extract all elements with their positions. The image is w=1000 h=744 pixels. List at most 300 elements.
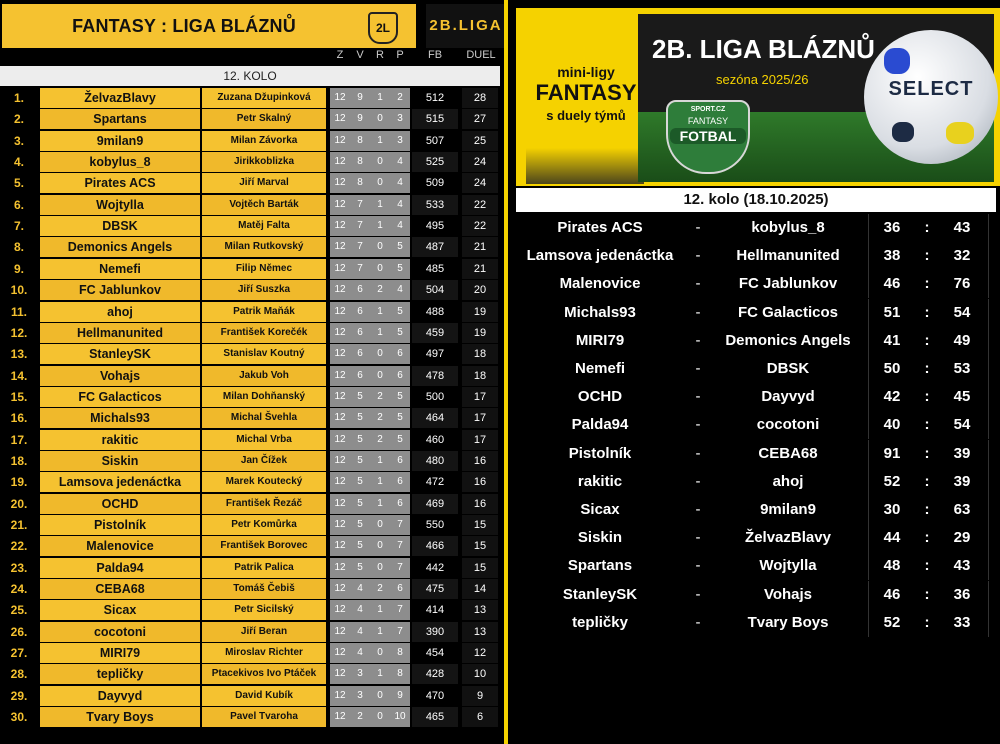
ball-panel [892, 122, 914, 142]
stat-p: 6 [397, 497, 403, 509]
rank-cell: 17. [0, 430, 38, 451]
away-team: Demonics Angels [725, 331, 851, 349]
home-score: 91 [883, 444, 901, 462]
stat-r: 0 [377, 241, 383, 253]
home-team: Michals93 [564, 303, 636, 321]
away-score: 43 [953, 557, 971, 575]
stat-z: 12 [334, 689, 346, 701]
duel-points-cell: 12 [462, 643, 498, 663]
rank-cell: 30. [0, 707, 38, 728]
stats-cell [330, 643, 410, 663]
stats-cell [330, 707, 410, 727]
stats-cell [330, 237, 410, 257]
home-score: 40 [883, 416, 901, 434]
stat-r: 0 [377, 540, 383, 552]
table-row [0, 472, 500, 493]
stat-z: 12 [334, 668, 346, 680]
away-team: cocotoni [756, 416, 820, 434]
fantasy-points-cell: 454 [412, 643, 458, 663]
stat-p: 6 [397, 348, 403, 360]
stat-v: 2 [357, 711, 363, 723]
stat-z: 12 [334, 348, 346, 360]
duel-points-cell: 16 [462, 494, 498, 514]
stat-v: 7 [357, 220, 363, 232]
stat-z: 12 [334, 113, 346, 125]
fantasy-points-cell: 470 [412, 686, 458, 706]
rank-cell: 14. [0, 366, 38, 387]
team-name-cell: kobylus_8 [40, 152, 200, 172]
home-team: Lamsova jedenáctka [526, 247, 674, 265]
stats-cell [330, 600, 410, 620]
team-name-cell: Lamsova jedenáctka [40, 472, 200, 492]
matches-panel [504, 0, 1000, 744]
stat-p: 5 [397, 241, 403, 253]
stats-cell [330, 494, 410, 514]
owner-name-cell: Jirikkoblizka [202, 152, 326, 172]
stat-p: 4 [397, 177, 403, 189]
team-name-cell: FC Jablunkov [40, 280, 200, 300]
home-team: Pistolník [568, 444, 632, 462]
banner-mini-line2: FANTASY [535, 80, 637, 105]
fantasy-points-cell: 500 [412, 387, 458, 407]
rank-cell: 24. [0, 579, 38, 600]
home-team: Nemefi [574, 360, 626, 377]
match-row [516, 327, 1000, 355]
match-row [516, 524, 1000, 552]
stat-r: 1 [377, 220, 383, 232]
duel-points-cell: 25 [462, 131, 498, 151]
away-team: CEBA68 [758, 444, 818, 462]
score-colon: : [924, 585, 930, 603]
stats-cell [330, 664, 410, 684]
stats-cell [330, 152, 410, 172]
duel-points-cell: 20 [462, 280, 498, 300]
table-row [0, 579, 500, 600]
league-banner [516, 8, 1000, 186]
stat-r: 0 [377, 561, 383, 573]
stat-z: 12 [334, 262, 346, 274]
score-colon: : [924, 303, 930, 321]
team-name-cell: Pirates ACS [40, 173, 200, 193]
stat-p: 5 [397, 412, 403, 424]
table-row [0, 216, 500, 237]
column-divider [988, 270, 989, 298]
column-divider [868, 355, 869, 383]
stats-cell [330, 408, 410, 428]
owner-name-cell: Patrik Palica [202, 558, 326, 578]
match-dash: - [695, 360, 701, 377]
rank-cell: 10. [0, 280, 38, 301]
stat-r: 0 [377, 711, 383, 723]
away-team: Wojtylla [759, 557, 817, 575]
owner-name-cell: Jakub Voh [202, 366, 326, 386]
duel-points-cell: 28 [462, 88, 498, 108]
stat-z: 12 [334, 390, 346, 402]
col-p: P [396, 49, 404, 61]
table-row [0, 280, 500, 301]
fantasy-points-cell: 475 [412, 579, 458, 599]
fantasy-points-cell: 497 [412, 344, 458, 364]
team-name-cell: ahoj [40, 302, 200, 322]
team-name-cell: Vohajs [40, 366, 200, 386]
score-colon: : [924, 388, 930, 406]
column-divider [868, 440, 869, 468]
fantasy-points-cell: 509 [412, 173, 458, 193]
away-score: 45 [953, 388, 971, 406]
duel-points-cell: 18 [462, 366, 498, 386]
owner-name-cell: Petr Skalný [202, 109, 326, 129]
table-row [0, 109, 500, 130]
shield-sport-text: SPORT.CZ [690, 106, 726, 113]
stat-r: 1 [377, 668, 383, 680]
stat-p: 7 [397, 561, 403, 573]
stat-r: 1 [377, 198, 383, 210]
rank-cell: 18. [0, 451, 38, 472]
duel-points-cell: 15 [462, 515, 498, 535]
fantasy-points-cell: 414 [412, 600, 458, 620]
round-label: 12. KOLO [0, 66, 500, 86]
stats-cell [330, 451, 410, 471]
match-dash: - [695, 557, 701, 575]
away-team: FC Galacticos [737, 303, 839, 321]
rank-cell: 1. [0, 88, 38, 109]
stats-cell [330, 280, 410, 300]
home-team: Sicax [580, 501, 620, 518]
rank-cell: 22. [0, 536, 38, 557]
shield-fotbal-text: FOTBAL [670, 128, 746, 144]
match-dash: - [695, 529, 701, 547]
stat-v: 7 [357, 262, 363, 274]
stat-v: 5 [357, 476, 363, 488]
owner-name-cell: Milan Závorka [202, 131, 326, 151]
stat-p: 4 [397, 220, 403, 232]
away-team: Dayvyd [761, 388, 815, 406]
score-colon: : [924, 331, 930, 349]
rank-cell: 29. [0, 686, 38, 707]
stats-cell [330, 515, 410, 535]
stat-p: 6 [397, 454, 403, 466]
stats-cell [330, 686, 410, 706]
score-colon: : [924, 529, 930, 547]
team-name-cell: CEBA68 [40, 579, 200, 599]
stat-r: 1 [377, 326, 383, 338]
table-row [0, 686, 500, 707]
stat-v: 4 [357, 647, 363, 659]
team-name-cell: MIRI79 [40, 643, 200, 663]
match-dash: - [695, 275, 701, 293]
table-row [0, 664, 500, 685]
stat-r: 0 [377, 369, 383, 381]
owner-name-cell: Filip Němec [202, 259, 326, 279]
column-divider [868, 270, 869, 298]
banner-mini-line3: s duely týmů [546, 108, 626, 123]
stat-v: 5 [357, 561, 363, 573]
stat-v: 6 [357, 284, 363, 296]
stat-r: 2 [377, 412, 383, 424]
rank-cell: 20. [0, 494, 38, 515]
rank-cell: 5. [0, 173, 38, 194]
rank-cell: 19. [0, 472, 38, 493]
owner-name-cell: Patrik Maňák [202, 302, 326, 322]
away-team: FC Jablunkov [738, 275, 838, 293]
team-name-cell: Pistolník [40, 515, 200, 535]
rank-cell: 6. [0, 195, 38, 216]
football-icon [864, 30, 998, 164]
stat-z: 12 [334, 433, 346, 445]
rank-cell: 23. [0, 558, 38, 579]
stat-v: 6 [357, 305, 363, 317]
stat-z: 12 [334, 561, 346, 573]
column-divider [868, 383, 869, 411]
stat-p: 6 [397, 369, 403, 381]
stat-r: 2 [377, 390, 383, 402]
column-divider [988, 327, 989, 355]
fantasy-points-cell: 442 [412, 558, 458, 578]
stat-v: 5 [357, 433, 363, 445]
stat-z: 12 [334, 305, 346, 317]
table-row [0, 558, 500, 579]
stat-v: 5 [357, 497, 363, 509]
banner-mini-line1: mini-ligy [557, 64, 615, 80]
stat-v: 4 [357, 604, 363, 616]
fantasy-points-cell: 533 [412, 195, 458, 215]
duel-points-cell: 19 [462, 302, 498, 322]
column-divider [988, 383, 989, 411]
table-row [0, 643, 500, 664]
duel-points-cell: 24 [462, 152, 498, 172]
rank-cell: 21. [0, 515, 38, 536]
away-team: Vohajs [763, 585, 813, 603]
table-row [0, 536, 500, 557]
owner-name-cell: Petr Komůrka [202, 515, 326, 535]
fantasy-points-cell: 504 [412, 280, 458, 300]
column-divider [868, 214, 869, 242]
column-divider [988, 440, 989, 468]
stat-z: 12 [334, 497, 346, 509]
stat-z: 12 [334, 156, 346, 168]
stat-z: 12 [334, 519, 346, 530]
column-divider [868, 327, 869, 355]
shield-fantasy-text: FANTASY [687, 116, 729, 126]
score-colon: : [924, 360, 930, 377]
duel-points-cell: 16 [462, 451, 498, 471]
stat-r: 2 [377, 583, 383, 595]
away-score: 54 [953, 416, 971, 434]
stat-p: 8 [397, 647, 403, 659]
stat-v: 7 [357, 198, 363, 210]
rank-cell: 26. [0, 622, 38, 643]
team-name-cell: StanleySK [40, 344, 200, 364]
table-row [0, 344, 500, 365]
column-divider [988, 214, 989, 242]
stat-v: 9 [357, 113, 363, 125]
stat-v: 4 [357, 625, 363, 637]
match-row [516, 214, 1000, 242]
stat-z: 12 [334, 412, 346, 424]
match-dash: - [695, 331, 701, 349]
home-score: 51 [883, 303, 901, 321]
table-row [0, 622, 500, 643]
stats-cell [330, 430, 410, 450]
team-name-cell: Malenovice [40, 536, 200, 556]
team-name-cell: Siskin [40, 451, 200, 471]
column-divider [988, 609, 989, 637]
score-colon: : [924, 472, 930, 490]
table-row [0, 323, 500, 344]
stat-r: 0 [377, 262, 383, 274]
duel-points-cell: 22 [462, 216, 498, 236]
stats-cell [330, 88, 410, 108]
team-name-cell: Demonics Angels [40, 237, 200, 257]
stat-v: 3 [357, 668, 363, 680]
table-row [0, 302, 500, 323]
column-divider [868, 524, 869, 552]
away-team: DBSK [766, 360, 810, 377]
score-colon: : [924, 557, 930, 575]
fantasy-points-cell: 465 [412, 707, 458, 727]
stat-z: 12 [334, 647, 346, 659]
home-score: 36 [883, 219, 901, 236]
stat-v: 6 [357, 348, 363, 360]
duel-points-cell: 27 [462, 109, 498, 129]
team-name-cell: 9milan9 [40, 131, 200, 151]
fantasy-points-cell: 512 [412, 88, 458, 108]
owner-name-cell: Stanislav Koutný [202, 344, 326, 364]
owner-name-cell: David Kubík [202, 686, 326, 706]
stats-cell [330, 472, 410, 492]
stat-r: 1 [377, 476, 383, 488]
fantasy-points-cell: 485 [412, 259, 458, 279]
stat-r: 0 [377, 647, 383, 659]
column-divider [868, 299, 869, 327]
stat-v: 3 [357, 689, 363, 701]
stats-cell [330, 173, 410, 193]
stat-p: 5 [397, 262, 403, 274]
stat-p: 7 [397, 519, 403, 530]
score-colon: : [924, 416, 930, 434]
owner-name-cell: Marek Koutecký [202, 472, 326, 492]
stat-p: 5 [397, 305, 403, 317]
home-score: 46 [883, 585, 901, 603]
home-score: 30 [883, 501, 901, 518]
score-colon: : [924, 219, 930, 236]
home-team: OCHD [577, 388, 623, 406]
stat-p: 7 [397, 625, 403, 637]
match-dash: - [695, 219, 701, 236]
column-divider [988, 299, 989, 327]
match-row [516, 552, 1000, 580]
column-divider [868, 496, 869, 524]
standings-header [2, 4, 503, 48]
rank-cell: 27. [0, 643, 38, 664]
stats-cell [330, 109, 410, 129]
score-colon: : [924, 247, 930, 265]
stat-z: 12 [334, 284, 346, 296]
stat-r: 2 [377, 284, 383, 296]
match-row [516, 581, 1000, 609]
match-dash: - [695, 416, 701, 434]
away-score: 63 [953, 501, 971, 518]
stats-cell [330, 536, 410, 556]
match-dash: - [695, 247, 701, 265]
team-name-cell: Hellmanunited [40, 323, 200, 343]
fantasy-points-cell: 550 [412, 515, 458, 535]
fantasy-points-cell: 472 [412, 472, 458, 492]
owner-name-cell: František Borovec [202, 536, 326, 556]
home-team: Siskin [577, 529, 623, 547]
away-team: Hellmanunited [736, 247, 840, 265]
owner-name-cell: Miroslav Richter [202, 643, 326, 663]
fantasy-points-cell: 428 [412, 664, 458, 684]
owner-name-cell: Michal Švehla [202, 408, 326, 428]
stat-z: 12 [334, 198, 346, 210]
stat-z: 12 [334, 241, 346, 253]
away-team: kobylus_8 [751, 219, 825, 236]
owner-name-cell: Tomáš Čebiš [202, 579, 326, 599]
stats-cell [330, 302, 410, 322]
match-dash: - [695, 472, 701, 490]
stat-r: 1 [377, 497, 383, 509]
away-team: 9milan9 [760, 501, 816, 518]
owner-name-cell: Jiří Marval [202, 173, 326, 193]
stat-r: 0 [377, 113, 383, 125]
stat-z: 12 [334, 326, 346, 338]
rank-cell: 28. [0, 664, 38, 685]
column-divider [988, 411, 989, 439]
stat-z: 12 [334, 711, 346, 723]
stats-cell [330, 259, 410, 279]
table-row [0, 408, 500, 429]
ball-panel [946, 122, 974, 144]
owner-name-cell: Jiří Suszka [202, 280, 326, 300]
table-row [0, 88, 500, 109]
home-score: 41 [883, 331, 901, 349]
stat-r: 0 [377, 689, 383, 701]
stat-z: 12 [334, 604, 346, 616]
fantasy-points-cell: 487 [412, 237, 458, 257]
column-divider [868, 411, 869, 439]
stat-z: 12 [334, 476, 346, 488]
fantasy-points-cell: 515 [412, 109, 458, 129]
fantasy-points-cell: 464 [412, 408, 458, 428]
match-dash: - [695, 388, 701, 406]
table-row [0, 387, 500, 408]
column-divider [868, 552, 869, 580]
stat-r: 0 [377, 156, 383, 168]
rank-cell: 9. [0, 259, 38, 280]
stat-z: 12 [334, 454, 346, 466]
match-dash: - [695, 501, 701, 518]
table-row [0, 152, 500, 173]
stat-p: 4 [397, 284, 403, 296]
duel-points-cell: 13 [462, 622, 498, 642]
stats-cell [330, 131, 410, 151]
stat-r: 0 [377, 177, 383, 189]
match-row [516, 468, 1000, 496]
home-score: 48 [883, 557, 901, 575]
stat-z: 12 [334, 134, 346, 146]
home-team: Pirates ACS [557, 219, 643, 236]
stat-z: 12 [334, 220, 346, 232]
duel-points-cell: 9 [462, 686, 498, 706]
league-logo-badge: 2L [368, 12, 398, 44]
team-name-cell: tepličky [40, 664, 200, 684]
team-name-cell: Palda94 [40, 558, 200, 578]
stat-p: 8 [397, 668, 403, 680]
stat-p: 6 [397, 476, 403, 488]
rank-cell: 7. [0, 216, 38, 237]
owner-name-cell: Milan Dohňanský [202, 387, 326, 407]
